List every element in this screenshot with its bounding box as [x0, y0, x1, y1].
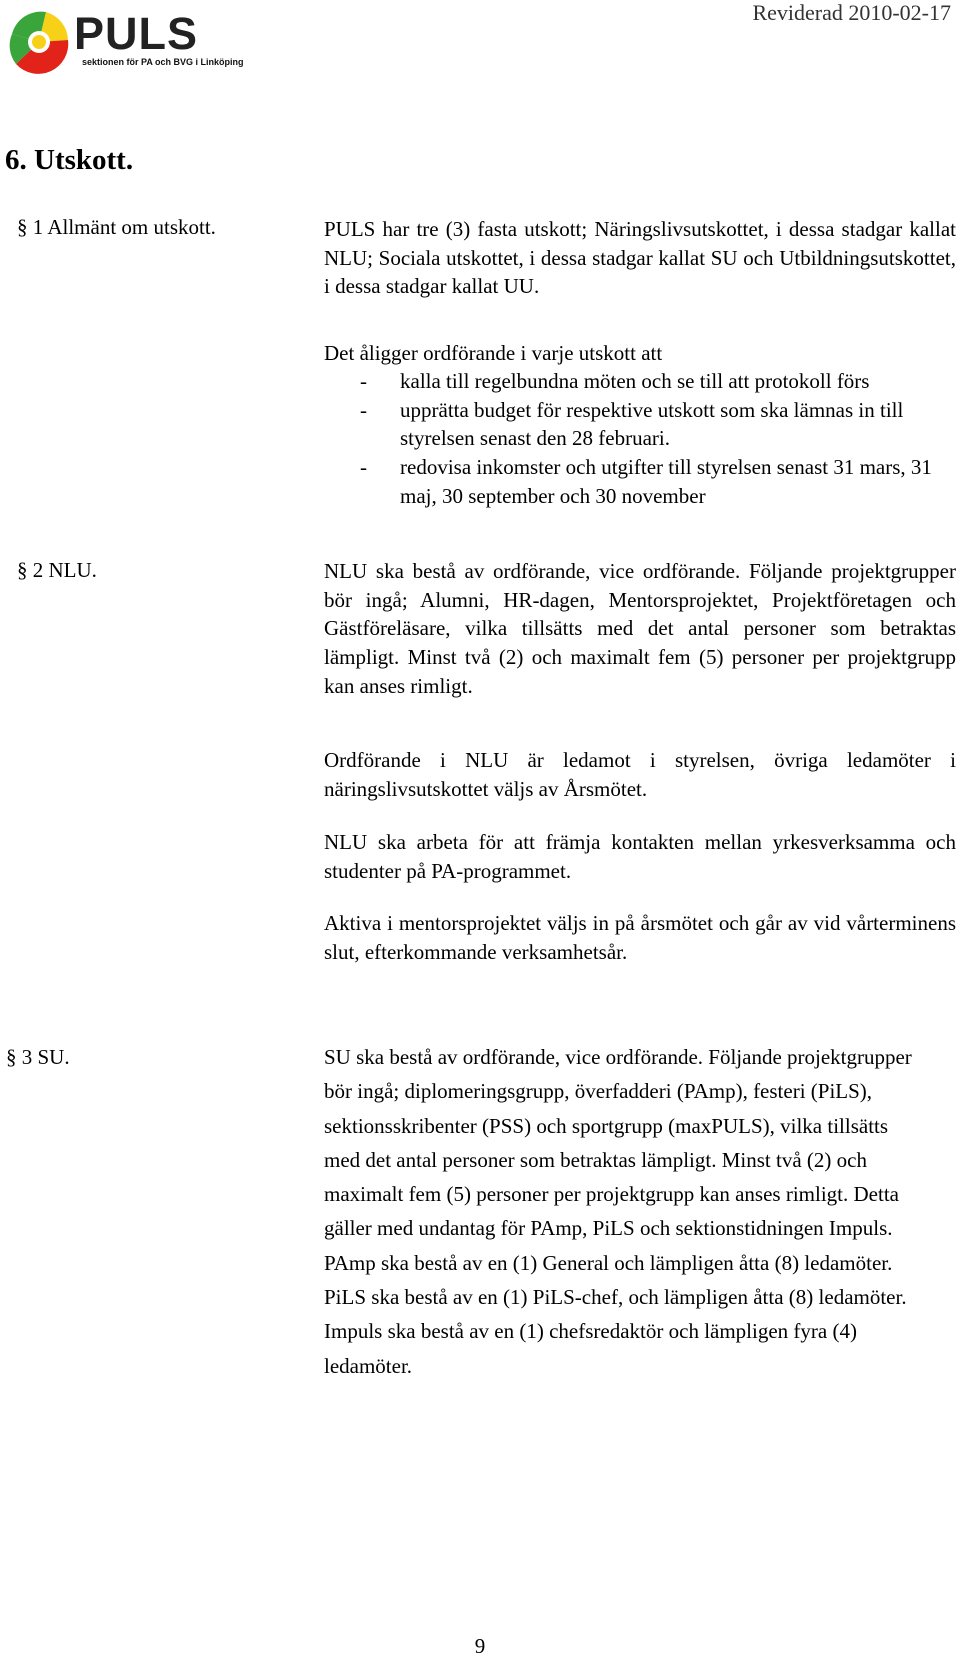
duty-text: upprätta budget för respektive utskott som ska lämnas in till styrelsen senast den 28 februari.	[400, 397, 904, 451]
section-label-su: § 3 SU.	[6, 1045, 70, 1069]
list-item	[360, 396, 956, 453]
dash-bullet: -	[360, 455, 367, 480]
duty-text: redovisa inkomster och utgifter till styrelsen senast 31 mars, 31 maj, 30 september och 30 november	[400, 455, 932, 508]
logo-subtitle: sektionen för PA och BVG i Linköping	[82, 57, 244, 67]
duty-intro: Det åligger ordförande i varje utskott att	[324, 341, 663, 365]
puls-logo	[6, 4, 244, 76]
page-number: 9	[474, 1634, 486, 1658]
section-label-nlu: § 2 NLU.	[17, 558, 97, 582]
nlu-paragraph: NLU ska arbeta för att främja kontakten mellan yrkesverksamma och studenter på PA-programmet.	[324, 830, 956, 883]
list-item	[360, 453, 956, 510]
section-label-allmant: § 1 Allmänt om utskott.	[17, 215, 216, 239]
revision-date: Reviderad 2010-02-17	[752, 0, 951, 25]
nlu-paragraph: NLU ska bestå av ordförande, vice ordförande. Följande projektgrupper bör ingå; Alumni, HR-dagen, Mentorsprojektet, Projektföretagen och Gästföreläsare, vilka tillsätts med det antal personer som betraktas lämpligt. Minst två (2) och maximalt fem (5) personer per projektgrupp kan anses rimligt.	[324, 559, 956, 698]
logo-wordmark: PULS	[74, 8, 199, 59]
su-paragraph: SU ska bestå av ordförande, vice ordförande. Följande projektgrupper bör ingå; diplomeringsgrupp, överfadderi (PAmp), festeri (PiLS), sektionsskribenter (PSS) och sportgrupp (maxPULS), vilka tillsätts med det antal personer som betraktas lämpligt. Minst två (2) och maximalt fem (5) personer per projektgrupp kan anses rimligt. Detta gäller med undantag för PAmp, PiLS och sektionstidningen Impuls. PAmp ska bestå av en (1) General och lämpligen åtta (8) ledamöter. PiLS ska bestå av en (1) PiLS-chef, och lämpligen åtta (8) ledamöter. Impuls ska bestå av en (1) chefsredaktör och lämpligen fyra (4) ledamöter.	[324, 1045, 912, 1378]
duty-list	[360, 367, 956, 511]
nlu-paragraph: Aktiva i mentorsprojektet väljs in på årsmötet och går av vid vårterminens slut, efterkommande verksamhetsår.	[324, 911, 956, 964]
nlu-paragraph: Ordförande i NLU är ledamot i styrelsen, övriga ledamöter i näringslivsutskottet väljs av Årsmötet.	[324, 748, 956, 801]
dash-bullet: -	[360, 369, 367, 393]
puls-emblem-icon	[6, 4, 72, 76]
chapter-heading: 6. Utskott.	[5, 144, 134, 176]
section-intro-paragraph: PULS har tre (3) fasta utskott; Näringslivsutskottet, i dessa stadgar kallat NLU; Sociala utskottet, i dessa stadgar kallat SU och Utbildningsutskottet, i dessa stadgar kallat UU.	[324, 217, 956, 299]
dash-bullet: -	[360, 397, 367, 422]
duty-text: kalla till regelbundna möten och se till att protokoll förs	[400, 369, 870, 393]
list-item	[360, 367, 956, 396]
